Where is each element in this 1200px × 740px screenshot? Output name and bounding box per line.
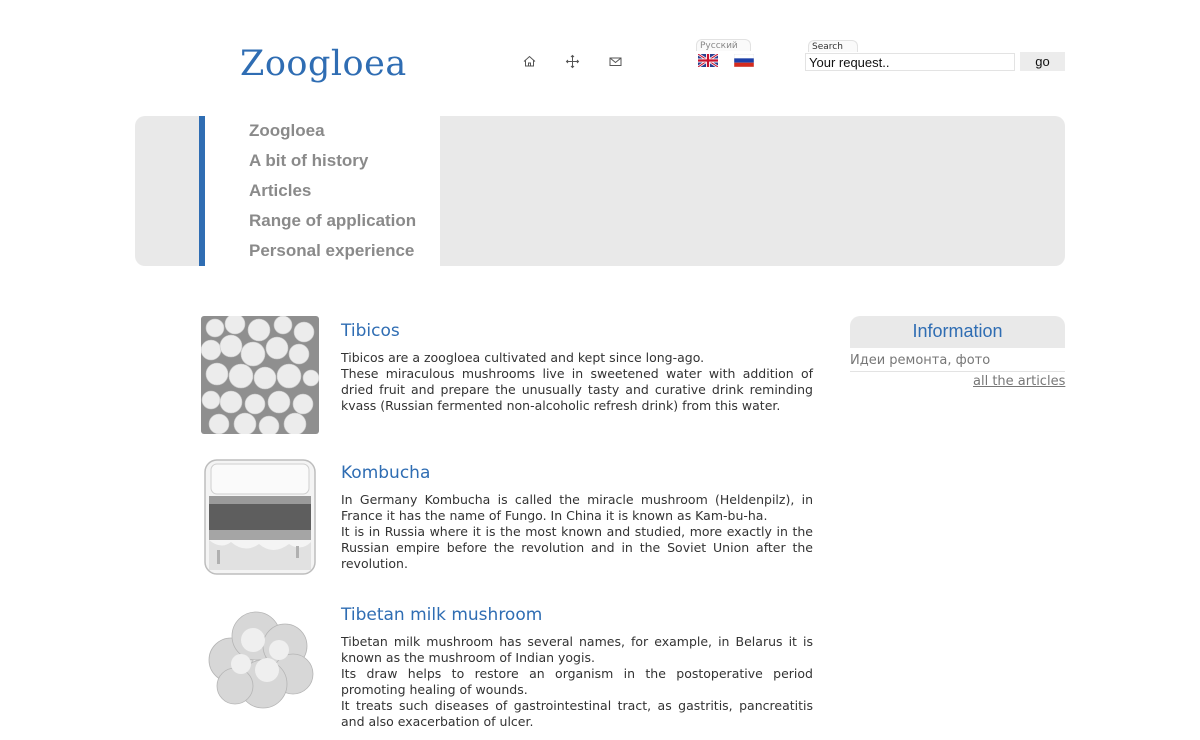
article-item [201, 600, 813, 740]
article-item [201, 316, 813, 446]
article-text [341, 350, 813, 414]
article-text [341, 634, 813, 730]
all-articles-link[interactable]: all the articles [973, 374, 1066, 389]
main-nav [249, 120, 416, 270]
article-paragraph: Its draw helps to restore an organism in the postoperative period promoting healing of wounds. [341, 666, 813, 697]
kombucha-image[interactable] [201, 458, 319, 576]
search-input[interactable] [805, 53, 1015, 71]
home-icon[interactable] [521, 53, 538, 70]
nav-item-zoogloea[interactable]: Zoogloea [249, 121, 325, 140]
language-label: Русский [696, 39, 751, 51]
article-item [201, 458, 813, 588]
sitemap-icon[interactable] [564, 53, 581, 70]
top-icons [521, 53, 624, 70]
search-go-button[interactable]: go [1020, 52, 1065, 71]
article-paragraph: It is in Russia where it is the most known and studied, more exactly in the Russian empire before the revolution and in the Soviet Union after the revolution. [341, 524, 813, 571]
tibetan-mushroom-image[interactable] [201, 600, 319, 718]
nav-item-history[interactable]: A bit of history [249, 151, 369, 170]
site-logo[interactable]: Zoogloea [240, 44, 407, 84]
article-paragraph: Tibetan milk mushroom has several names, for example, in Belarus it is known as the mushroom of Indian yogis. [341, 634, 813, 665]
search-label: Search [808, 40, 858, 52]
article-paragraph: It treats such diseases of gastrointestinal tract, as gastritis, pancreatitis and also exacerbation of ulcer. [341, 698, 813, 729]
nav-item-application[interactable]: Range of application [249, 211, 417, 230]
info-link[interactable]: Идеи ремонта, фото [850, 353, 1065, 372]
article-paragraph: In Germany Kombucha is called the miracle mushroom (Heldenpilz), in France it has the name of Fungo. In China it is known as Kam-bu-ha. [341, 492, 813, 523]
article-text [341, 492, 813, 572]
information-heading: Information [850, 316, 1065, 348]
article-paragraph: Tibicos are a zoogloea cultivated and kept since long-ago. [341, 350, 705, 365]
nav-item-experience[interactable]: Personal experience [249, 241, 415, 260]
uk-flag-icon[interactable] [698, 54, 718, 67]
mail-icon[interactable] [607, 53, 624, 70]
nav-item-articles[interactable]: Articles [249, 181, 312, 200]
article-title-tibetan[interactable]: Tibetan milk mushroom [341, 605, 543, 625]
article-title-kombucha[interactable]: Kombucha [341, 463, 431, 483]
article-paragraph: These miraculous mushrooms live in sweetened water with addition of dried fruit and prepare the unusually tasty and curative drink reminding kvass (Russian fermented non-alcoholic refresh drink) from this water. [341, 366, 813, 413]
russian-flag-icon[interactable] [734, 54, 754, 67]
tibicos-image[interactable] [201, 316, 319, 434]
article-title-tibicos[interactable]: Tibicos [341, 321, 400, 341]
